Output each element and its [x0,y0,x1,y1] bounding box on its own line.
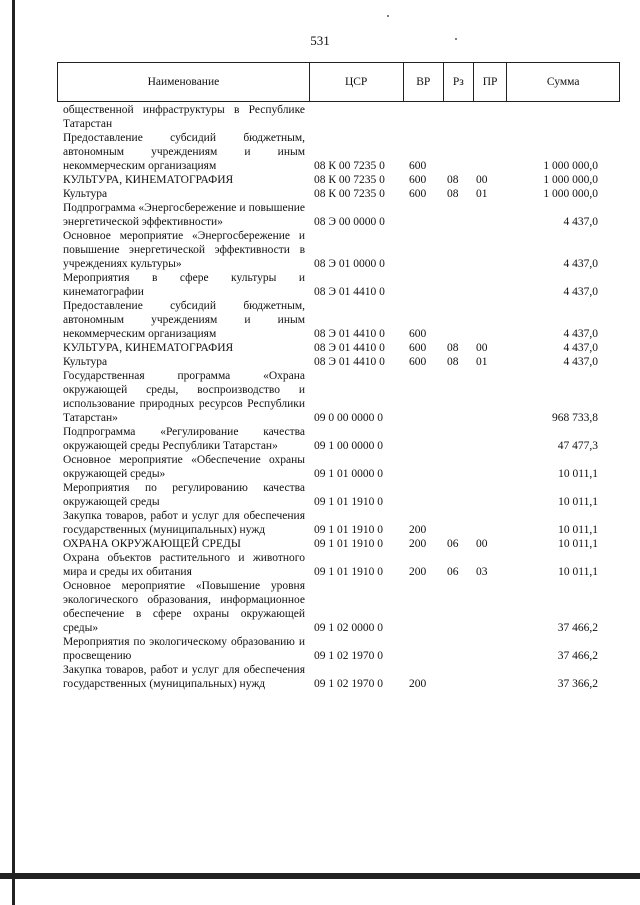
cell-csr: 08 К 00 7235 0 [314,174,385,186]
table-row [57,299,620,341]
cell-vr: 200 [409,538,427,550]
cell-sum: 1 000 000,0 [543,160,598,172]
cell-name: Охрана объектов растительного и животного мира и среды их обитания [63,552,305,578]
header-csr: ЦСР [309,63,403,102]
cell-name: КУЛЬТУРА, КИНЕМАТОГРАФИЯ [63,174,234,186]
cell-pr: 00 [476,342,488,354]
cell-name: Основное мероприятие «Повышение уровня экологического образования, информационное обеспечение в сфере охраны окружающей среды» [63,580,305,634]
cell-csr: 09 0 00 0000 0 [314,412,383,424]
cell-csr: 08 Э 01 4410 0 [314,328,385,340]
cell-name: Мероприятия по экологическому образованию и просвещению [63,636,305,662]
cell-vr: 600 [409,160,427,172]
cell-sum: 10 011,1 [558,566,598,578]
cell-csr: 09 1 02 1970 0 [314,650,383,662]
table-row [57,481,620,509]
cell-sum: 10 011,1 [558,538,598,550]
cell-sum: 1 000 000,0 [543,188,598,200]
cell-csr: 09 1 00 0000 0 [314,440,383,452]
cell-name: Предоставление субсидий бюджетным, автономным учреждениям и иным некоммерческим организациям [63,300,305,340]
cell-vr: 600 [409,342,427,354]
cell-sum: 37 366,2 [557,678,598,690]
cell-vr: 600 [409,174,427,186]
table-row [57,425,620,453]
scan-left-edge [12,0,15,905]
scan-speck [387,15,389,17]
table-row [57,131,620,173]
cell-rz: 08 [447,342,459,354]
cell-rz: 08 [447,188,459,200]
cell-name: Подпрограмма «Энергосбережение и повышение энергетической эффективности» [63,202,305,228]
table-row [57,663,620,691]
cell-pr: 01 [476,188,488,200]
table-row [57,201,620,229]
cell-name: Культура [63,188,108,200]
cell-sum: 10 011,1 [558,496,598,508]
cell-sum: 4 437,0 [563,258,598,270]
cell-csr: 08 Э 00 0000 0 [314,216,385,228]
cell-csr: 08 Э 01 4410 0 [314,356,385,368]
cell-sum: 1 000 000,0 [543,174,598,186]
cell-rz: 06 [447,566,459,578]
cell-name: Мероприятия в сфере культуры и кинематографии [63,272,305,298]
cell-name: Основное мероприятие «Обеспечение охраны окружающей среды» [63,454,305,480]
table-row [57,551,620,579]
header-sum: Сумма [507,63,620,102]
cell-sum: 37 466,2 [557,650,598,662]
cell-name: Культура [63,356,108,368]
table-row [57,341,620,355]
cell-csr: 09 1 01 1910 0 [314,496,383,508]
cell-name: Государственная программа «Охрана окружающей среды, воспроизводство и использование природных ресурсов Республики Татарстан» [63,370,305,424]
cell-csr: 08 К 00 7235 0 [314,160,385,172]
cell-vr: 600 [409,188,427,200]
cell-sum: 4 437,0 [563,328,598,340]
table-row [57,579,620,635]
table-row [57,635,620,663]
scan-bottom-edge [0,873,640,879]
cell-csr: 08 Э 01 0000 0 [314,258,385,270]
table-row [57,229,620,271]
cell-rz: 08 [447,174,459,186]
cell-name: ОХРАНА ОКРУЖАЮЩЕЙ СРЕДЫ [63,538,241,550]
cell-name: Закупка товаров, работ и услуг для обеспечения государственных (муниципальных) нужд [63,510,305,536]
cell-csr: 09 1 01 0000 0 [314,468,383,480]
table-row [57,187,620,201]
cell-pr: 00 [476,538,488,550]
cell-rz: 08 [447,356,459,368]
cell-name: Основное мероприятие «Энергосбережение и повышение энергетической эффективности в учреждениях культуры» [63,230,305,270]
table-body [57,103,620,691]
cell-vr: 600 [409,356,427,368]
header-pr: ПР [473,63,507,102]
cell-csr: 09 1 02 1970 0 [314,678,383,690]
cell-csr: 09 1 01 1910 0 [314,566,383,578]
cell-csr: 09 1 02 0000 0 [314,622,383,634]
cell-csr: 09 1 01 1910 0 [314,538,383,550]
page-number: 531 [310,33,330,48]
cell-sum: 37 466,2 [557,622,598,634]
cell-name: общественной инфраструктуры в Республике Татарстан [63,104,305,130]
cell-rz: 06 [447,538,459,550]
cell-csr: 08 К 00 7235 0 [314,188,385,200]
cell-name: Мероприятия по регулированию качества окружающей среды [63,482,305,508]
cell-sum: 4 437,0 [563,356,598,368]
cell-sum: 4 437,0 [563,286,598,298]
header-name: Наименование [58,63,310,102]
cell-pr: 00 [476,174,488,186]
cell-sum: 4 437,0 [563,216,598,228]
cell-sum: 10 011,1 [558,468,598,480]
cell-name: Закупка товаров, работ и услуг для обеспечения государственных (муниципальных) нужд [63,664,305,690]
table-row [57,173,620,187]
cell-sum: 10 011,1 [558,524,598,536]
table-row [57,509,620,537]
cell-sum: 4 437,0 [563,342,598,354]
cell-csr: 08 Э 01 4410 0 [314,342,385,354]
cell-csr: 09 1 01 1910 0 [314,524,383,536]
table-row [57,453,620,481]
header-rz: Рз [444,63,474,102]
cell-csr: 08 Э 01 4410 0 [314,286,385,298]
cell-vr: 200 [409,524,427,536]
cell-sum: 47 477,3 [557,440,598,452]
cell-name: Подпрограмма «Регулирование качества окружающей среды Республики Татарстан» [63,426,305,452]
header-vr: ВР [403,63,444,102]
cell-name: КУЛЬТУРА, КИНЕМАТОГРАФИЯ [63,342,234,354]
table-row [57,355,620,369]
table-row [57,369,620,425]
cell-vr: 200 [409,566,427,578]
cell-pr: 01 [476,356,488,368]
table-header [57,62,620,102]
table-row [57,271,620,299]
cell-name: Предоставление субсидий бюджетным, автономным учреждениям и иным некоммерческим организациям [63,132,305,172]
cell-pr: 03 [476,566,488,578]
cell-sum: 968 733,8 [552,412,598,424]
table-row [57,537,620,551]
table-row [57,103,620,131]
cell-vr: 200 [409,678,427,690]
cell-vr: 600 [409,328,427,340]
